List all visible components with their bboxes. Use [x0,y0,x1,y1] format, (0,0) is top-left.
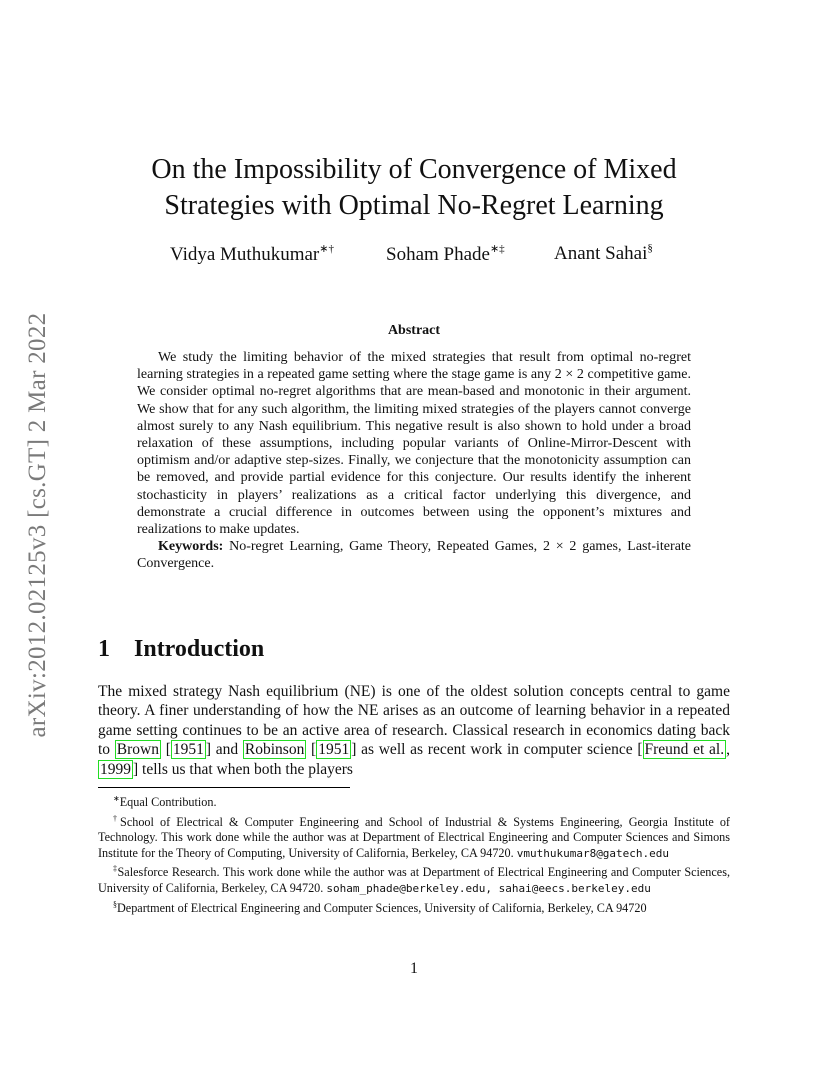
title-line-1: On the Impossibility of Convergence of Mixed [151,154,677,185]
footnote-text: Salesforce Research. This work done while the author was at Department of Electrical Engineering and Computer Sciences, University of California, Berkeley, CA 94720. [98,865,730,895]
email-link[interactable]: sahai@eecs.berkeley.edu [498,881,651,895]
citation-link-brown-year[interactable]: 1951 [172,741,204,759]
citation-link-robinson[interactable]: Robinson [244,741,305,759]
intro-text [98,682,730,779]
keywords-label: Keywords: [158,539,224,555]
section-number: 1 [98,636,110,662]
abstract-text: We study the limiting behavior of the mixed strategies that result from optimal no-regret learning strategies in a repeated game setting where the stage game is any 2 × 2 competitive game. We consider optimal no-regret algorithms that are mean-based and monotonic in their argument. We show that for any such algorithm, the limiting mixed strategies of the players cannot converge almost surely to any Nash equilibrium. This negative result is also shown to hold under a broad relaxation of these assumptions, including popular variants of Online-Mirror-Descent with optimism and/or adaptive step-sizes. Finally, we conjecture that the monotonicity assumption can be removed, and provide partial evidence for this conjecture. Our results identify the inherent stochasticity in players’ realizations as a critical factor underlying this divergence, and demonstrate a crucial difference in outcomes between using the opponent’s mixtures and realizations to make updates. [137,350,691,538]
author-name: Vidya Muthukumar [170,244,320,265]
intro-text-part: ] tells us that when both the players [133,760,353,778]
page-number: 1 [410,960,418,977]
section-title: Introduction [134,636,265,662]
author-3 [554,242,653,265]
email-separator: , [485,881,499,895]
footnote-text: Department of Electrical Engineering and Computer Sciences, University of California, Berkeley, CA 94720 [117,900,647,915]
author-name: Soham Phade [386,244,490,265]
footnote-2 [98,811,730,862]
arxiv-sidebar [18,290,58,760]
footnote-mark: ‡ [113,864,118,874]
footnote-3 [98,861,730,896]
footnote-text: Equal Contribution. [119,795,217,809]
footnote-1 [98,791,730,811]
keywords-text: No-regret Learning, Game Theory, Repeated Games, 2 × 2 games, Last-iterate Convergence. [137,539,692,572]
footnote-mark: § [113,899,117,909]
author-1 [170,242,334,266]
citation-link-robinson-year[interactable]: 1951 [318,741,350,759]
citation-link-freund[interactable]: Freund et al. [644,741,725,759]
footnote-mark: ∗ [113,794,120,803]
intro-paragraph [98,682,730,779]
author-2 [386,242,505,266]
arxiv-identifier: arXiv:2012.02125v3 [cs.GT] 2 Mar 2022 [24,312,51,738]
citation-link-freund-year[interactable]: 1999 [100,760,131,778]
email-link[interactable]: vmuthukumar8@gatech.edu [516,846,670,860]
abstract-body [137,349,691,573]
footnotes [98,791,730,916]
author-marks: § [647,242,653,254]
email-link[interactable]: soham_phade@berkeley.edu [326,881,486,895]
intro-text-part: , [726,741,730,759]
author-marks: ∗† [319,243,334,255]
citation-link-brown[interactable]: Brown [116,741,159,759]
section-heading [98,636,264,663]
author-list [100,242,728,270]
intro-text-part: ] as well as recent work in computer science [ [351,741,643,759]
intro-text-part: [ [306,741,317,759]
intro-text-part: [ [161,741,171,759]
intro-text-part: ] and [205,741,243,759]
footnote-mark: † [113,813,121,823]
abstract-heading: Abstract [387,323,441,338]
author-name: Anant Sahai [554,243,648,264]
author-marks: ∗‡ [489,243,505,255]
keywords [137,538,691,572]
intro-text-part: The mixed strategy Nash equilibrium (NE) is one of the oldest solution concepts central to game theory. A finer understanding of how the NE arises as an outcome of learning behavior in a repeated game setting continues to be an active area of research. Classical research in economics dating back to [98,683,730,759]
footnote-4 [98,897,730,917]
footnote-text: School of Electrical & Computer Engineering and School of Industrial & Systems Engineering, Georgia Institute of Technology. This work done while the author was at Department of Electrical Engineering and Computer Sciences and Simons Institute for the Theory of Computing, University of California, Berkeley, CA 94720. [98,814,730,860]
footnote-rule [98,787,350,788]
title-line-2: Strategies with Optimal No-Regret Learning [164,190,664,221]
paper-title [100,152,728,224]
